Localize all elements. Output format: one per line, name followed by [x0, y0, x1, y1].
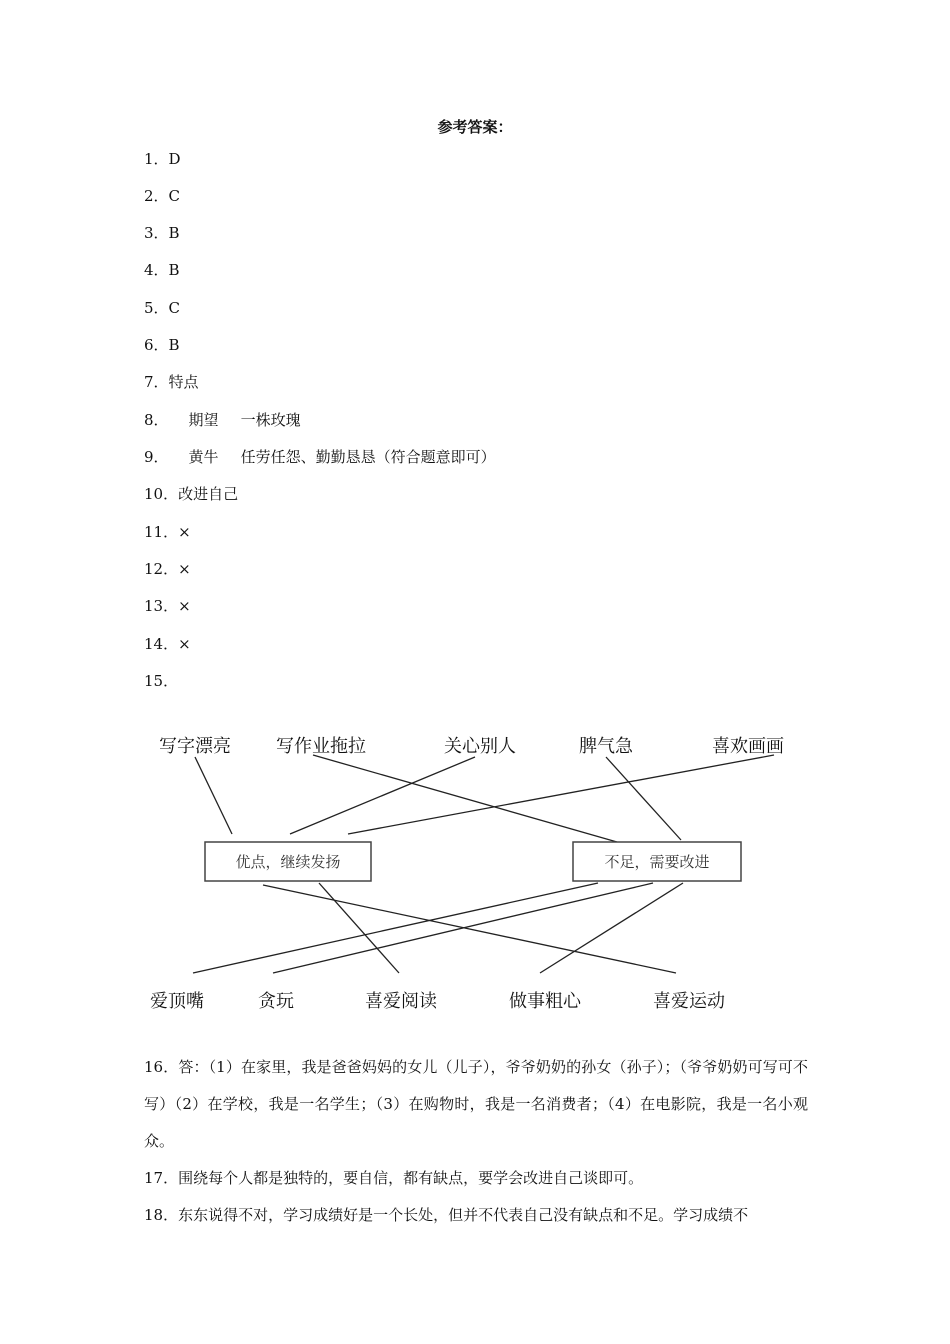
bottom-label: 贪玩: [258, 991, 294, 1012]
answer-11: 11．×: [144, 523, 191, 541]
top-label: 写作业拖拉: [276, 736, 366, 757]
answer-16: 16．答：（1）在家里，我是爸爸妈妈的女儿（儿子），爷爷奶奶的孙女（孙子）；（爷爷奶奶可写可不写）（2）在学校，我是一名学生；（3）在购物时，我是一名消费者；（4）在电影院，我是一名小观众。: [144, 1058, 808, 1150]
answer-15: 15．: [144, 672, 179, 690]
answer-13: 13．×: [144, 597, 191, 615]
answer-3: 3．B: [144, 224, 180, 242]
answer-2: 2．C: [144, 187, 181, 205]
link-line: [313, 755, 617, 842]
answer-6: 6．B: [144, 336, 180, 354]
answer-9: 9． 黄牛 任劳任怨、勤勤恳恳（符合题意即可）: [144, 448, 496, 466]
top-label: 写字漂亮: [159, 736, 231, 757]
link-line: [193, 883, 598, 973]
bottom-label: 做事粗心: [509, 991, 581, 1012]
link-line: [606, 757, 681, 840]
answer-18: 18．东东说得不对，学习成绩好是一个长处，但并不代表自己没有缺点和不足。学习成绩不: [144, 1206, 749, 1224]
link-line: [195, 757, 232, 834]
strengths-box-label: 优点，继续发扬: [235, 853, 341, 871]
answer-5: 5．C: [144, 299, 181, 317]
top-label: 脾气急: [579, 736, 633, 757]
answer-1: 1．D: [144, 150, 181, 168]
answer-17: 17．围绕每个人都是独特的，要自信，都有缺点，要学会改进自己谈即可。: [144, 1169, 644, 1187]
top-label: 喜欢画画: [712, 736, 784, 757]
answer-14: 14．×: [144, 635, 191, 653]
answer-4: 4．B: [144, 261, 180, 279]
weaknesses-box-label: 不足，需要改进: [604, 853, 710, 871]
bottom-label: 爱顶嘴: [150, 991, 204, 1012]
top-label: 关心别人: [444, 736, 516, 757]
page-title: 参考答案：: [437, 118, 513, 136]
answer-10: 10．改进自己: [144, 485, 239, 503]
answer-8: 8． 期望 一株玫瑰: [144, 411, 301, 429]
bottom-label: 喜爱运动: [653, 991, 725, 1012]
link-line: [348, 755, 774, 834]
link-line: [290, 757, 475, 834]
answer-7: 7．特点: [144, 373, 199, 391]
answer-12: 12．×: [144, 560, 191, 578]
bottom-label: 喜爱阅读: [365, 991, 437, 1012]
link-line: [263, 885, 676, 973]
